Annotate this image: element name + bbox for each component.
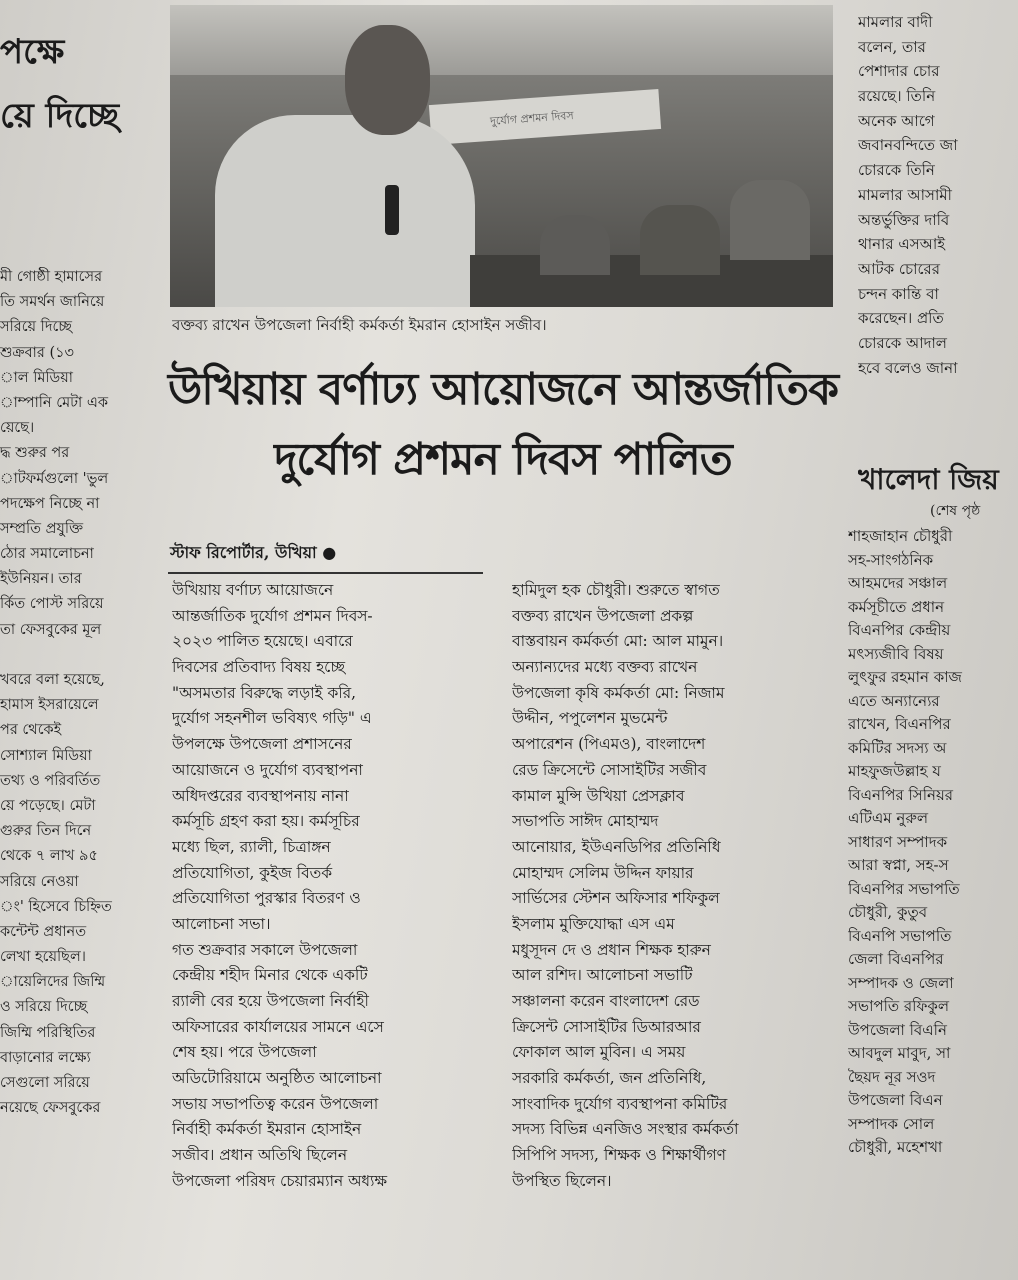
text-line: য়ে পড়েছে। মেটা [0, 797, 96, 814]
text-line: তা ফেসবুকের মূল [0, 621, 102, 638]
text-line: নির্বাহী কর্মকর্তা ইমরান হোসাইন [172, 1120, 362, 1139]
text-line: ং' হিসেবে চিহ্নিত [0, 898, 112, 915]
text-line: সভাপতি রফিকুল [848, 997, 950, 1015]
text-line: প্রতিযোগিতা, কুইজ বিতর্ক [172, 863, 332, 882]
text-line: সভায় সভাপতিত্ব করেন উপজেলা [172, 1094, 379, 1113]
headline-line: উখিয়ায় বর্ণাঢ্য আয়োজনে আন্তর্জাতিক [168, 364, 838, 415]
text-line: হবে বলেও জানা [858, 358, 958, 377]
text-line: কমিটির সদস্য অ [848, 738, 947, 757]
text-line: ও সরিয়ে দিচ্ছে [0, 999, 88, 1016]
text-line: শুক্রবার (১৩ [0, 344, 74, 361]
text-line: উপজেলা বিএনি [848, 1020, 947, 1039]
photo-caption: বক্তব্য রাখেন উপজেলা নির্বাহী কর্মকর্তা ইমরান হোসাইন সজীব। [172, 316, 547, 334]
text-line: লেখা হয়েছিল। [0, 949, 86, 966]
text-line: মধ্যে ছিল, র‍্যালী, চিত্রাঙ্গন [172, 837, 331, 856]
text-line: দ্ধ শুরুর পর [0, 445, 70, 462]
text-line: অধিদপ্তরের ব্যবস্থাপনায় নানা [172, 786, 349, 805]
text-line: সদস্য বিভিন্ন এনজিও সংস্থার কর্মকর্তা [512, 1120, 739, 1139]
text-line: উপজেলা কৃষি কর্মকর্তা মো: নিজাম [512, 683, 725, 702]
text-line: জবানবন্দিতে জা [858, 136, 958, 155]
text-line: পদক্ষেপ নিচ্ছে না [0, 495, 100, 512]
text-line: অনেক আগে [858, 111, 935, 130]
text-line: র্কিত পোস্ট সরিয়ে [0, 596, 104, 613]
text-line: উপজেলা বিএন [848, 1091, 943, 1109]
text-line: বিএনপির সভাপতি [848, 879, 960, 898]
text-line: কেন্দ্রীয় শহীদ মিনার থেকে একটি [172, 966, 368, 985]
text-line: উপস্থিত ছিলেন। [512, 1171, 612, 1190]
text-line: রেড ক্রিসেন্টে সোসাইটির সজীব [512, 760, 707, 779]
text-line: জিম্মি পরিস্থিতির [0, 1024, 96, 1041]
text-line: সজীব। প্রধান অতিথি ছিলেন [172, 1146, 348, 1165]
text-line: শাহজাহান চৌধুরী [848, 527, 953, 545]
text-line: ফোকাল আল মুবিন। এ সময় [512, 1043, 686, 1062]
text-line: অন্তর্ভুক্তির দাবি [858, 210, 950, 229]
text-line: লুৎফুর রহমান কাজ [848, 668, 962, 686]
photo-ceiling [170, 5, 833, 75]
text-line: ছৈয়দ নূর সওদ [848, 1067, 936, 1086]
text-line: ায়েলিদের জিম্মি [0, 974, 106, 991]
text-line: বিএনপির কেন্দ্রীয় [848, 621, 951, 639]
text-line: সরকারি কর্মকর্তা, জন প্রতিনিধি, [512, 1069, 707, 1088]
text-line: কন্টেন্ট প্রধানত [0, 923, 87, 940]
text-line: কর্মসূচি গ্রহণ করা হয়। কর্মসূচির [172, 812, 360, 831]
left-headline-line: য়ে দিচ্ছে [0, 96, 120, 136]
photo-banner [429, 89, 661, 145]
text-line: এটিএম নুরুল [848, 809, 929, 827]
text-line: বক্তব্য রাখেন উপজেলা প্রকল্প [512, 606, 694, 625]
text-line: সার্ভিসের স্টেশন অফিসার শফিকুল [512, 889, 720, 908]
text-line: উখিয়ায় বর্ণাঢ্য আয়োজনে [172, 581, 334, 599]
text-line: প্রতিযোগিতা পুরস্কার বিতরণ ও [172, 889, 361, 908]
left-headline-line: পক্ষে [0, 32, 65, 72]
text-line: তি সমর্থন জানিয়ে [0, 294, 105, 311]
text-line: বাস্তবায়ন কর্মকর্তা মো: আল মামুন। [512, 632, 724, 651]
text-line: সরিয়ে নেওয়া [0, 873, 79, 890]
text-line: াল মিডিয়া [0, 369, 73, 386]
text-line: আটক চোরের [858, 259, 940, 278]
text-line: কামাল মুন্সি উখিয়া প্রেসক্লাব [512, 786, 685, 805]
text-line: পেশাদার চোর [858, 62, 940, 81]
text-line: কর্মসূচীতে প্রধান [848, 597, 945, 616]
text-line: রয়েছে। তিনি [858, 87, 936, 106]
text-line [0, 643, 150, 668]
text-line: সাংবাদিক দুর্যোগ ব্যবস্থাপনা কমিটির [512, 1094, 728, 1113]
text-line: বলেন, তার [858, 37, 926, 56]
text-line: শেষ হয়। পরে উপজেলা [172, 1043, 317, 1062]
text-line: মামলার বাদী [858, 13, 933, 31]
text-line: ইসলাম মুক্তিযোদ্ধা এস এম [512, 914, 675, 933]
text-line: মামলার আসামী [858, 185, 952, 204]
byline-rule [168, 572, 483, 574]
text-line: রাখেন, বিএনপির [848, 715, 951, 733]
text-line: ক্রিসেন্ট সোসাইটির ডিআরআর [512, 1017, 701, 1036]
text-line: সম্পাদক সোল [848, 1114, 935, 1133]
text-line: গত শুক্রবার সকালে উপজেলা [172, 940, 358, 959]
byline: স্টাফ রিপোর্টার, উখিয়া ● [170, 543, 337, 562]
headline-line: দুর্যোগ প্রশমন দিবস পালিত [274, 434, 732, 485]
text-line: অডিটোরিয়ামে অনুষ্ঠিত আলোচনা [172, 1069, 382, 1088]
photo-speaker [215, 115, 475, 307]
text-line: সরিয়ে দিচ্ছে [0, 319, 72, 336]
article-column-2 [512, 578, 817, 1268]
text-line: উপলক্ষে উপজেলা প্রশাসনের [172, 735, 352, 754]
text-line: আলোচনা সভা। [172, 914, 271, 933]
text-line: চৌধুরী, মহেশখা [848, 1138, 943, 1156]
right-article-body [848, 525, 1018, 1160]
text-line: খবরে বলা হয়েছে, [0, 672, 105, 688]
text-line: করেছেন। প্রতি [858, 309, 944, 328]
text-line: ঠোর সমালোচনা [0, 546, 94, 563]
text-line: সভাপতি সাঈদ মোহাম্মদ [512, 812, 659, 831]
text-line: চোরকে তিনি [858, 161, 935, 180]
text-line: ২০২৩ পালিত হয়েছে। এবারে [172, 632, 353, 651]
text-line: পর থেকেই [0, 722, 62, 739]
photo-speaker-head [345, 25, 430, 135]
text-line: সেগুলো সরিয়ে [0, 1075, 90, 1091]
news-photo [170, 5, 833, 307]
text-line: অন্যান্যদের মধ্যে বক্তব্য রাখেন [512, 658, 698, 677]
text-line: সহ-সাংগঠনিক [848, 550, 934, 569]
text-line: সোশ্যাল মিডিয়া [0, 747, 92, 764]
text-line: আয়োজনে ও দুর্যোগ ব্যবস্থাপনা [172, 760, 363, 779]
text-line: সম্প্রতি প্রযুক্তি [0, 520, 84, 537]
text-line: বিএনপির সিনিয়র [848, 785, 954, 804]
text-line: থেকে ৭ লাখ ৯৫ [0, 848, 98, 865]
text-line: হামাস ইসরায়েলে [0, 697, 99, 714]
text-line: সম্পাদক ও জেলা [848, 973, 954, 992]
text-line: আল রশিদ। আলোচনা সভাটি [512, 966, 693, 985]
text-line: দিবসের প্রতিবাদ্য বিষয় হচ্ছে [172, 658, 345, 677]
text-line: মোহাম্মদ সেলিম উদ্দিন ফায়ার [512, 863, 694, 882]
text-line: হামিদুল হক চৌধুরী। শুরুতে স্বাগত [512, 581, 720, 599]
text-line: উদ্দীন, পপুলেশন মুভমেন্ট [512, 709, 668, 728]
article-headline [168, 355, 838, 495]
text-line: আন্তর্জাতিক দুর্যোগ প্রশমন দিবস- [172, 606, 373, 625]
text-line: মাহফুজউল্লাহ য [848, 762, 941, 780]
text-line: দুর্যোগ সহনশীল ভবিষ্যৎ গড়ি" এ [172, 709, 372, 728]
photo-attendee [730, 180, 810, 260]
text-line: চোরকে আদাল [858, 333, 947, 352]
text-line: নয়েছে ফেসবুকের [0, 1100, 101, 1117]
photo-attendee [640, 205, 720, 275]
photo-banner-text: দুর্যোগ প্রশমন দিবস [489, 109, 575, 128]
text-line: থানার এসআই [858, 235, 946, 254]
text-line: আবদুল মাবুদ, সা [848, 1044, 951, 1062]
right-adjacent-article-top [858, 10, 1018, 450]
microphone-icon [385, 185, 399, 235]
text-line: উপজেলা পরিষদ চেয়ারম্যান অধ্যক্ষ [172, 1171, 387, 1190]
text-line: এতে অন্যান্যের [848, 691, 940, 710]
text-line: চৌধুরী, কুতুব [848, 903, 928, 921]
text-line: সিপিপি সদস্য, শিক্ষক ও শিক্ষার্থীগণ [512, 1146, 726, 1165]
left-article-headline [0, 20, 150, 148]
text-line: সাধারণ সম্পাদক [848, 832, 948, 851]
article-column-1 [172, 578, 477, 1268]
text-line: চন্দন কান্তি বা [858, 284, 939, 303]
text-line: সঞ্চালনা করেন বাংলাদেশ রেড [512, 992, 700, 1010]
text-line: তথ্য ও পরিবর্তিত [0, 772, 101, 789]
text-line: বাড়ানোর লক্ষ্যে [0, 1049, 91, 1066]
text-line: "অসমতার বিরুদ্ধে লড়াই করি, [172, 683, 356, 702]
text-line: াটফর্মগুলো 'ভুল [0, 470, 109, 487]
text-line: র‍্যালী বের হয়ে উপজেলা নির্বাহী [172, 992, 369, 1010]
text-line: জেলা বিএনপির [848, 950, 944, 968]
text-line: অফিসারের কার্যালয়ের সামনে এসে [172, 1017, 384, 1036]
text-line: আরা স্বপ্না, সহ-স [848, 856, 949, 874]
right-article-continued: (শেষ পৃষ্ঠ [930, 503, 981, 519]
text-line: মধুসূদন দে ও প্রধান শিক্ষক হারুন [512, 940, 711, 959]
left-article-body [0, 265, 150, 1121]
text-line: গুরুর তিন দিনে [0, 823, 92, 840]
left-adjacent-article [0, 0, 150, 1280]
text-line: ইউনিয়ন। তার [0, 571, 82, 588]
text-line: আহমদের সঞ্চাল [848, 574, 948, 592]
text-line: য়েছে। [0, 420, 35, 437]
right-article-headline: খালেদা জিয় [858, 463, 999, 496]
text-line: আনোয়ার, ইউএনডিপির প্রতিনিধি [512, 837, 721, 856]
photo-attendee [540, 215, 610, 275]
text-line: মী গোষ্ঠী হামাসের [0, 269, 103, 285]
text-line: াম্পানি মেটা এক [0, 394, 109, 411]
text-line: বিএনপি সভাপতি [848, 926, 952, 945]
text-line: অপারেশন (পিএমও), বাংলাদেশ [512, 735, 706, 754]
text-line: মৎস্যজীবি বিষয় [848, 644, 944, 663]
